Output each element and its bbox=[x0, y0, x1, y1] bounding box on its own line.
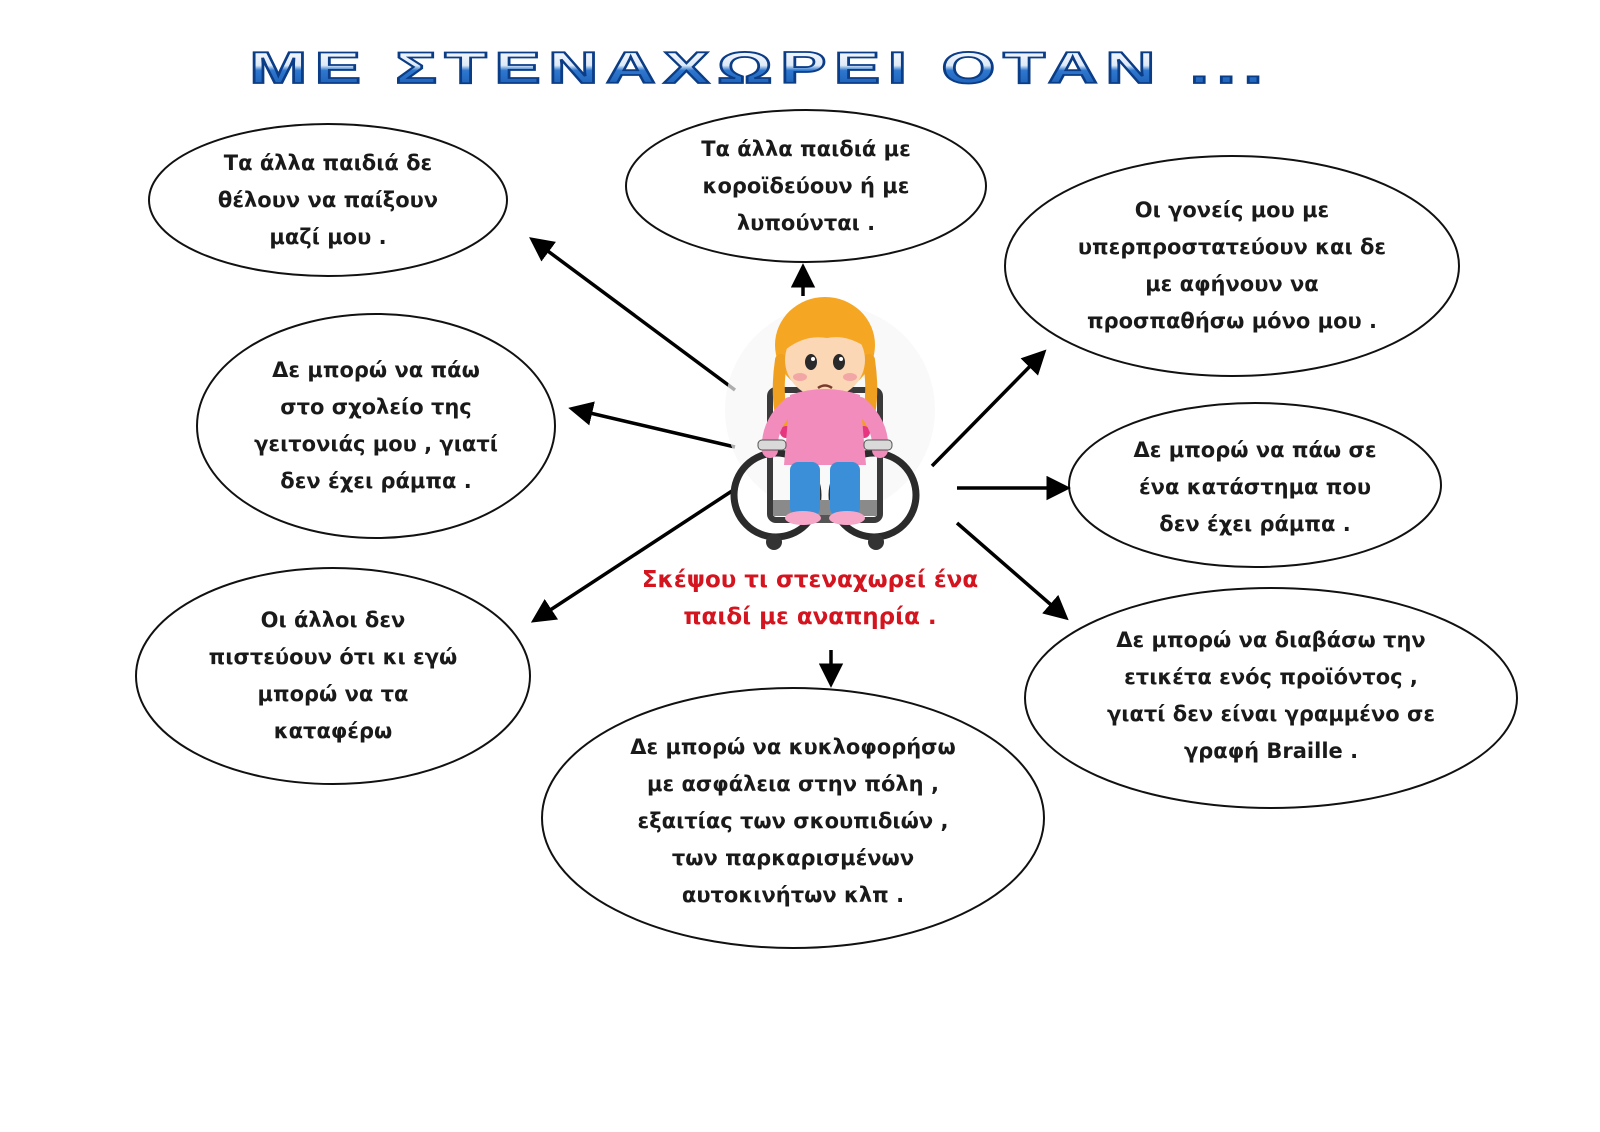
child-in-wheelchair-illustration bbox=[725, 297, 935, 550]
arrow-to-b3 bbox=[932, 353, 1043, 466]
bubble-text-b1: Τα άλλα παιδιά δε θέλουν να παίξουν μαζί μου . bbox=[217, 150, 439, 249]
bubble-text-b7: Δε μπορώ να διαβάσω την ετικέτα ενός προϊόντος , γιατί δεν είναι γραμμένο σε γραφή Braille . bbox=[1106, 628, 1436, 763]
bubble-text-b8: Δε μπορώ να κυκλοφορήσω με ασφάλεια στην πόλη , εξαιτίας των σκουπιδιών , των παρκαρισμένων αυτοκινήτων κλπ . bbox=[630, 734, 956, 907]
arrow-to-b4 bbox=[573, 409, 735, 447]
center-prompt: Σκέψου τι στεναχωρεί ένα παιδί με αναπηρία . bbox=[641, 567, 979, 630]
bubble-text-b6: Οι άλλοι δεν πιστεύουν ότι κι εγώ μπορώ να τα καταφέρω bbox=[208, 608, 458, 743]
bubble-text-b5: Δε μπορώ να πάω σε ένα κατάστημα που δεν έχει ράμπα . bbox=[1133, 437, 1377, 536]
bubble-text-b3: Οι γονείς μου με υπερπροστατεύουν και δε με αφήνουν να προσπαθήσω μόνο μου . bbox=[1077, 198, 1387, 333]
page-title: ΜΕ ΣΤΕΝΑΧΩΡΕΙ ΟΤΑΝ ... bbox=[249, 43, 1271, 93]
arrow-to-b1 bbox=[533, 240, 735, 390]
bubble-text-b4: Δε μπορώ να πάω στο σχολείο της γειτονιάς μου , γιατί δεν έχει ράμπα . bbox=[254, 358, 498, 493]
bubble-text-b2: Τα άλλα παιδιά με κοροϊδεύουν ή με λυπούνται . bbox=[701, 136, 911, 235]
